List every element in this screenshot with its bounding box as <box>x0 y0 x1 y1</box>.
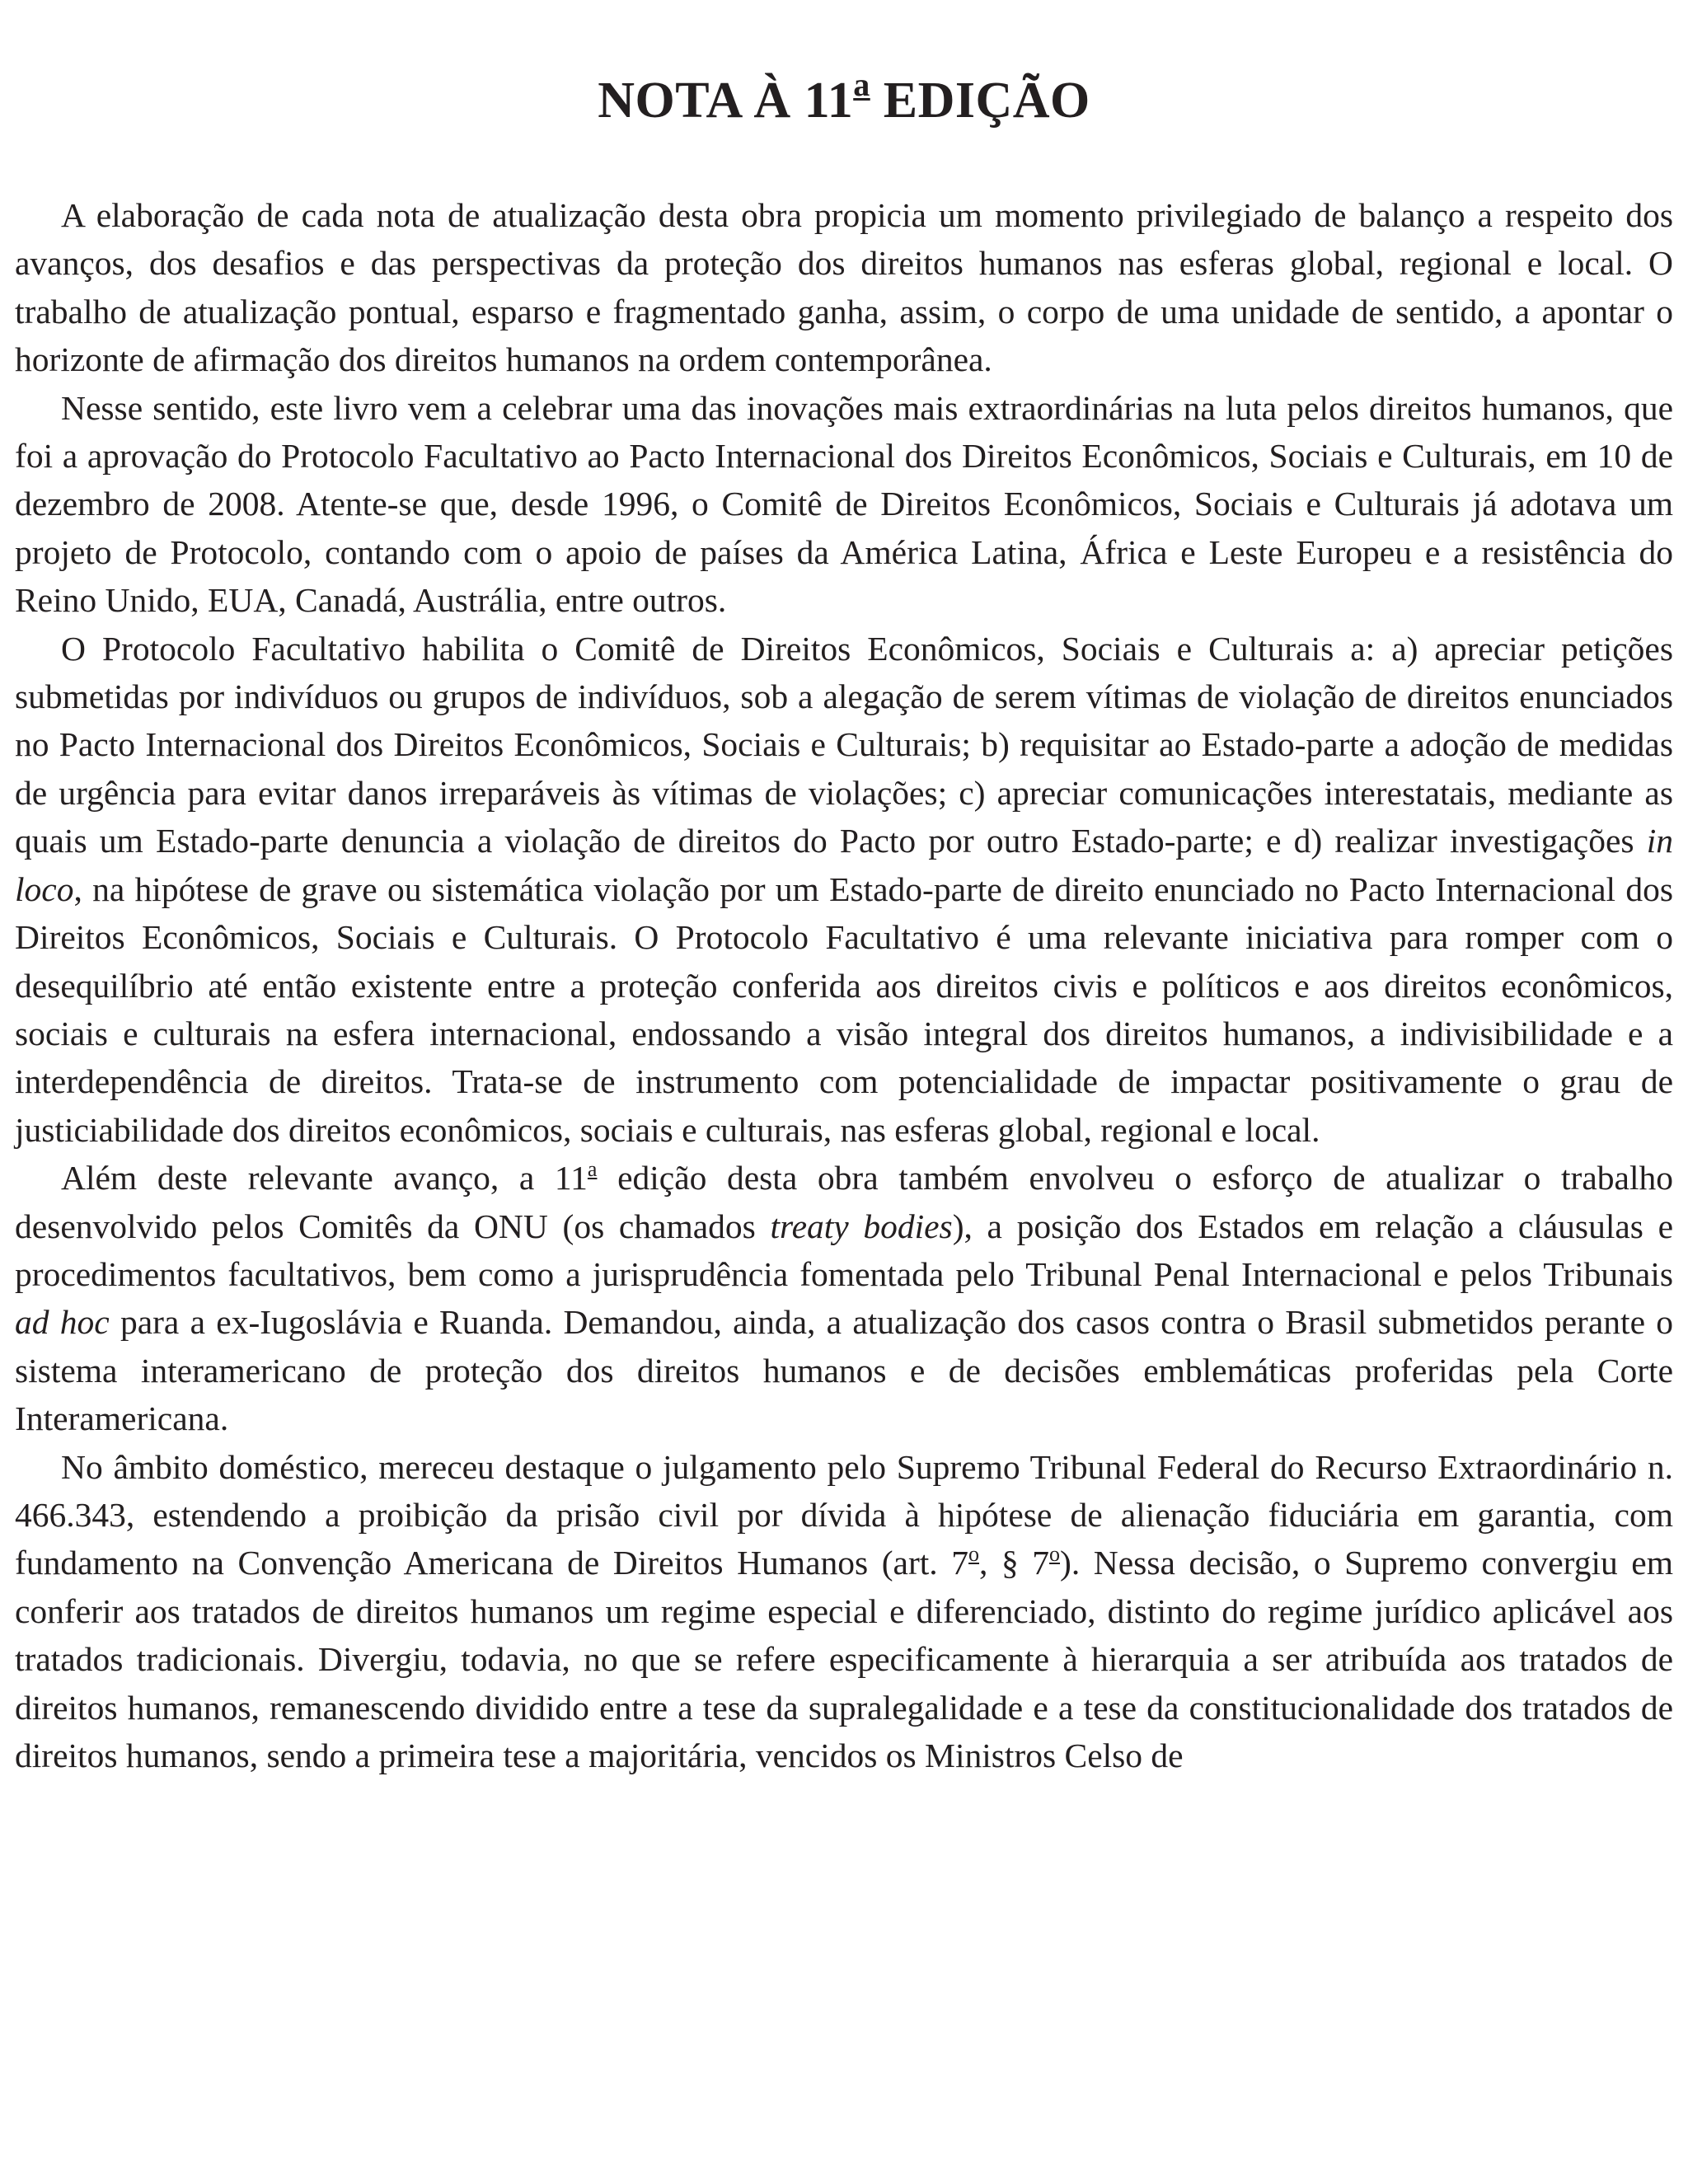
paragraph-5-ordinal-superscript-2: o <box>1049 1542 1061 1567</box>
paragraph-3-italic-in-loco: in loco <box>15 822 1673 908</box>
paragraph-4-ordinal-superscript: a <box>587 1157 598 1182</box>
title-text-start: NOTA À 11 <box>598 73 854 129</box>
paragraph-4 <box>15 1154 1673 1442</box>
paragraph-3-text-cont: , na hipótese de grave ou sistemática violação por um Estado-parte de direito enunciado no Pacto Internacional dos Direitos Econômicos, Sociais e Culturais. O Protocolo Facultativo é uma relevante iniciativa para romper com o desequilíbrio até então existente entre a proteção conferida aos direitos civis e políticos e aos direitos econômicos, sociais e culturais na esfera internacional, endossando a visão integral dos direitos humanos, a indivisibilidade e a interdependência de direitos. Trata-se de instrumento com potencialidade de impactar positivamente o grau de justiciabilidade dos direitos econômicos, sociais e culturais, nas esferas global, regional e local. <box>15 869 1673 1149</box>
paragraph-5-text-cont: , § 7 <box>979 1544 1050 1582</box>
paragraph-4-text-cont-3: para a ex-Iugoslávia e Ruanda. Demandou, ainda, a atualização dos casos contra o Brasil submetidos perante o sistema interamericano de proteção dos direitos humanos e de decisões emblemáticas proferidas pela Corte Interamericana. <box>15 1303 1673 1438</box>
paragraph-3-text: O Protocolo Facultativo habilita o Comitê de Direitos Econômicos, Sociais e Culturais a: a) apreciar petições submetidas por indivíduos ou grupos de indivíduos, sob a alegação de serem vítimas de violação de direitos enunciados no Pacto Internacional dos Direitos Econômicos, Sociais e Culturais; b) requisitar ao Estado-parte a adoção de medidas de urgência para evitar danos irreparáveis às vítimas de violações; c) apreciar comunicações interestatais, mediante as quais um Estado-parte denuncia a violação de direitos do Pacto por outro Estado-parte; e d) realizar investigações <box>15 629 1673 860</box>
paragraph-1: A elaboração de cada nota de atualização desta obra propicia um momento privilegiado de balanço a respeito dos avanços, dos desafios e das perspectivas da proteção dos direitos humanos nas esferas global, regional e local. O trabalho de atualização pontual, esparso e fragmentado ganha, assim, o corpo de uma unidade de sentido, a apontar o horizonte de afirmação dos direitos humanos na ordem contemporânea. <box>15 196 1673 379</box>
paragraph-5-ordinal-superscript-1: o <box>968 1542 979 1567</box>
page-title <box>15 0 1673 134</box>
paragraph-2: Nesse sentido, este livro vem a celebrar uma das inovações mais extraordinárias na luta pelos direitos humanos, que foi a aprovação do Protocolo Facultativo ao Pacto Internacional dos Direitos Econômicos, Sociais e Culturais, em 10 de dezembro de 2008. Atente-se que, desde 1996, o Comitê de Direitos Econômicos, Sociais e Culturais já adotava um projeto de Protocolo, contando com o apoio de países da América Latina, África e Leste Europeu e a resistência do Reino Unido, EUA, Canadá, Austrália, entre outros. <box>15 388 1673 620</box>
paragraph-4-text: Além deste relevante avanço, a 11 <box>61 1159 588 1197</box>
paragraph-5-text-cont-2: ). Nessa decisão, o Supremo convergiu em conferir aos tratados de direitos humanos um regime especial e diferenciado, distinto do regime jurídico aplicável aos tratados tradicionais. Divergiu, todavia, no que se refere especificamente à hierarquia a ser atribuída aos tratados de direitos humanos, remanescendo dividido entre a tese da supralegalidade e a tese da constitucionalidade dos tratados de direitos humanos, sendo a primeira tese a majoritária, vencidos os Ministros Celso de <box>15 1544 1674 1774</box>
paragraph-4-italic-treaty-bodies: treaty bodies <box>770 1207 953 1245</box>
paragraph-4-text-cont-2: ), a posição dos Estados em relação a cláusulas e procedimentos facultativos, bem como a jurisprudência fomentada pelo Tribunal Penal Internacional e pelos Tribunais <box>15 1207 1673 1293</box>
document-body <box>15 191 1673 1779</box>
title-text-end: EDIÇÃO <box>870 73 1090 129</box>
paragraph-5 <box>15 1443 1673 1780</box>
paragraph-3 <box>15 625 1673 1154</box>
paragraph-4-text-cont: edição desta obra também envolveu o esforço de atualizar o trabalho desenvolvido pelos Comitês da ONU (os chamados <box>15 1159 1673 1245</box>
document-page <box>15 0 1673 2184</box>
paragraph-4-italic-ad-hoc: ad hoc <box>15 1303 110 1342</box>
paragraph-5-text: No âmbito doméstico, mereceu destaque o julgamento pelo Supremo Tribunal Federal do Recurso Extraordinário n. 466.343, estendendo a proibição da prisão civil por dívida à hipótese de alienação fiduciária em garantia, com fundamento na Convenção Americana de Direitos Humanos (art. 7 <box>15 1447 1673 1582</box>
title-ordinal-superscript: a <box>853 66 870 103</box>
